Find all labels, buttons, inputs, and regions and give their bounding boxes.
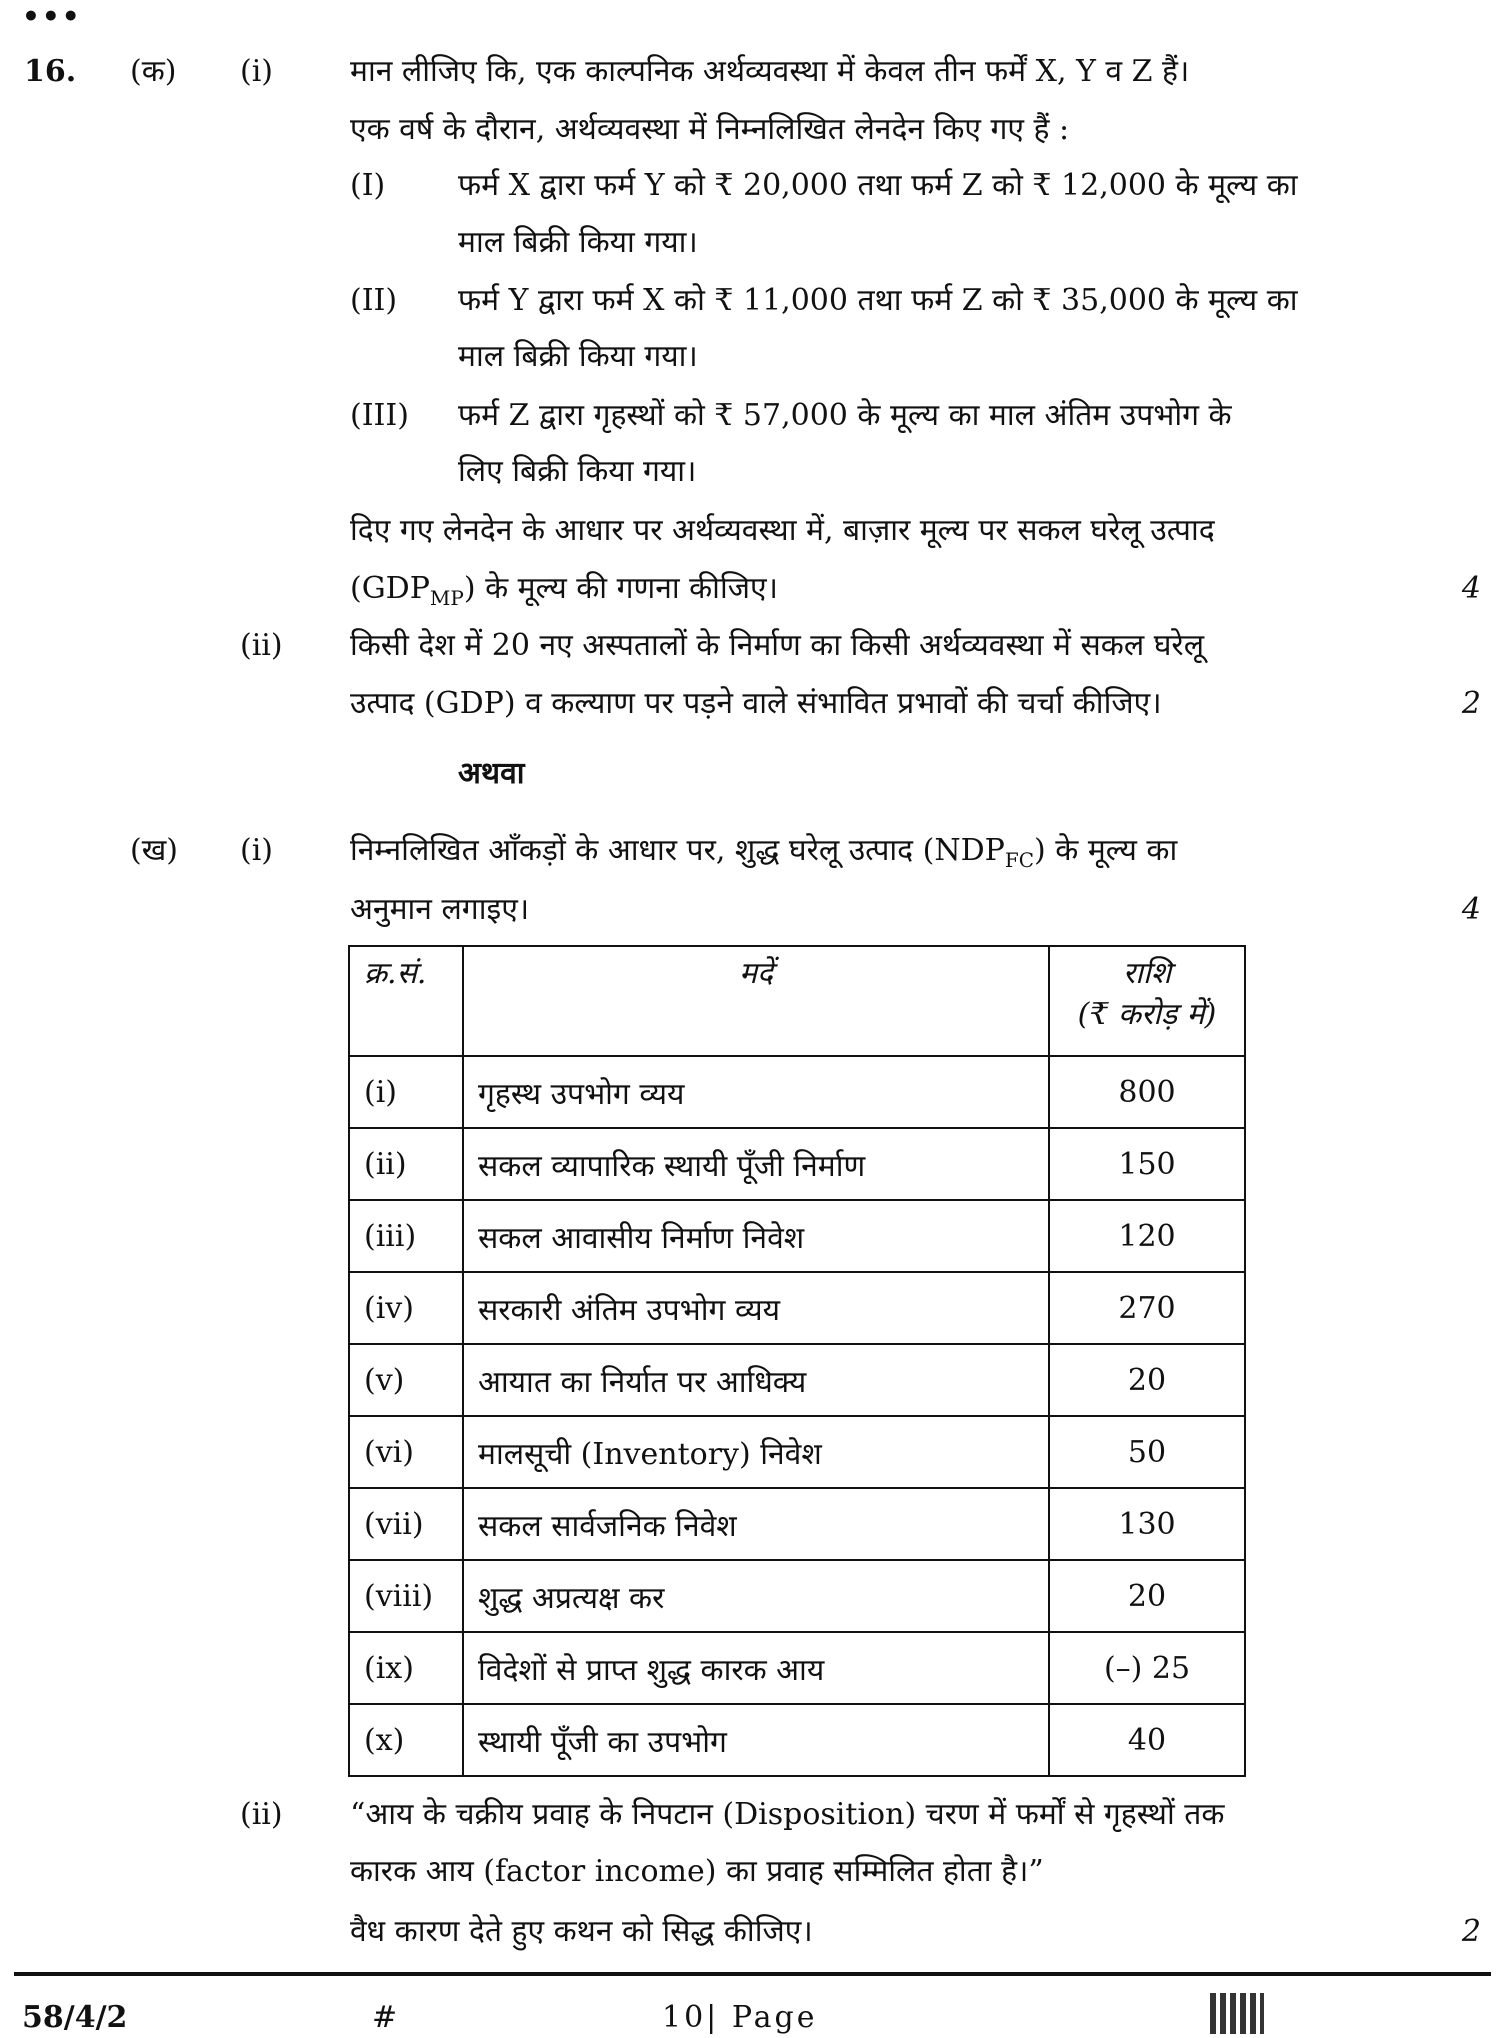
row-item: मालसूची (Inventory) निवेश (463, 1416, 1049, 1488)
row-serial: (ix) (349, 1632, 463, 1704)
part-a-i-line1: मान लीजिए कि, एक काल्पनिक अर्थव्यवस्था में केवल तीन फर्में X, Y व Z हैं। (350, 54, 1190, 89)
line-sub: FC (1004, 848, 1035, 872)
row-serial: (v) (349, 1344, 463, 1416)
line-post: ) के मूल्य का (1034, 833, 1178, 868)
row-item: सरकारी अंतिम उपभोग व्यय (463, 1272, 1049, 1344)
row-amount: 150 (1049, 1128, 1245, 1200)
table-row (349, 1272, 1245, 1344)
item-text: माल बिक्री किया गया। (458, 339, 698, 374)
row-item: स्थायी पूँजी का उपभोग (463, 1704, 1049, 1776)
closing-sub: MP (429, 586, 464, 610)
or-heading: अथवा (458, 756, 525, 791)
item-text: माल बिक्री किया गया। (458, 225, 698, 260)
row-serial: (ii) (349, 1128, 463, 1200)
part-b-ii-label: (ii) (240, 1797, 283, 1832)
row-item: आयात का निर्यात पर आधिक्य (463, 1344, 1049, 1416)
page-number: 10| Page (662, 2000, 818, 2035)
row-item: सकल सार्वजनिक निवेश (463, 1488, 1049, 1560)
item-text: फर्म X द्वारा फर्म Y को ₹ 20,000 तथा फर्म Z को ₹ 12,000 के मूल्य का (458, 168, 1298, 203)
row-serial: (viii) (349, 1560, 463, 1632)
part-b-i-label: (i) (240, 833, 274, 868)
table-row (349, 1704, 1245, 1776)
item-text: फर्म Y द्वारा फर्म X को ₹ 11,000 तथा फर्म Z को ₹ 35,000 के मूल्य का (458, 283, 1298, 318)
row-serial: (x) (349, 1704, 463, 1776)
part-a-i-closing2 (350, 569, 778, 618)
row-item: विदेशों से प्राप्त शुद्ध कारक आय (463, 1632, 1049, 1704)
line-pre: निम्नलिखित आँकड़ों के आधार पर, शुद्ध घरेलू उत्पाद (NDP (350, 833, 1005, 868)
question-number: 16. (24, 54, 77, 89)
table-row (349, 1128, 1245, 1200)
item-text: लिए बिक्री किया गया। (458, 454, 697, 489)
paper-code: 58/4/2 (22, 2000, 128, 2035)
marks: 2 (1461, 1914, 1481, 1949)
part-b-ii-line1: “आय के चक्रीय प्रवाह के निपटान (Disposition) चरण में फर्मों से गृहस्थों तक (350, 1797, 1225, 1832)
row-item: सकल व्यापारिक स्थायी पूँजी निर्माण (463, 1128, 1049, 1200)
row-amount: 800 (1049, 1056, 1245, 1128)
item-label: (III) (350, 398, 409, 433)
row-amount: 120 (1049, 1200, 1245, 1272)
table-row (349, 1560, 1245, 1632)
row-serial: (vii) (349, 1488, 463, 1560)
table-header-row (349, 946, 1245, 1056)
part-b-i-line1 (350, 831, 1177, 880)
row-amount: 270 (1049, 1272, 1245, 1344)
table-row (349, 1416, 1245, 1488)
part-a-label: (क) (130, 54, 177, 89)
header-amount (1049, 946, 1245, 1056)
row-serial: (vi) (349, 1416, 463, 1488)
hash-mark: # (372, 2000, 398, 2035)
header-serial: क्र.सं. (349, 946, 463, 1056)
marks: 4 (1461, 892, 1481, 927)
row-amount: 50 (1049, 1416, 1245, 1488)
row-item: सकल आवासीय निर्माण निवेश (463, 1200, 1049, 1272)
part-b-ii-line2: कारक आय (factor income) का प्रवाह सम्मिलित होता है।” (350, 1854, 1044, 1889)
header-amount-label: राशि (1122, 956, 1172, 991)
closing-pre: (GDP (350, 571, 430, 606)
part-a-i-line2: एक वर्ष के दौरान, अर्थव्यवस्था में निम्नलिखित लेनदेन किए गए हैं : (350, 112, 1070, 147)
table-row (349, 1488, 1245, 1560)
item-label: (II) (350, 283, 398, 318)
header-items: मदें (463, 946, 1049, 1056)
part-a-ii-label: (ii) (240, 628, 283, 663)
row-amount: 40 (1049, 1704, 1245, 1776)
row-serial: (iii) (349, 1200, 463, 1272)
header-amount-unit: (₹ करोड़ में) (1077, 997, 1217, 1032)
row-amount: 20 (1049, 1344, 1245, 1416)
table-row (349, 1344, 1245, 1416)
item-text: फर्म Z द्वारा गृहस्थों को ₹ 57,000 के मूल्य का माल अंतिम उपभोग के (458, 398, 1232, 433)
row-serial: (i) (349, 1056, 463, 1128)
table-row (349, 1056, 1245, 1128)
item-label: (I) (350, 168, 386, 203)
part-a-ii-line1: किसी देश में 20 नए अस्पतालों के निर्माण का किसी अर्थव्यवस्था में सकल घरेलू (350, 628, 1205, 663)
part-a-i-closing1: दिए गए लेनदेन के आधार पर अर्थव्यवस्था में, बाज़ार मूल्य पर सकल घरेलू उत्पाद (350, 513, 1215, 548)
closing-post: ) के मूल्य की गणना कीजिए। (463, 571, 778, 606)
row-amount: 130 (1049, 1488, 1245, 1560)
part-b-label: (ख) (130, 833, 178, 868)
part-a-ii-line2: उत्पाद (GDP) व कल्याण पर पड़ने वाले संभावित प्रभावों की चर्चा कीजिए। (350, 686, 1162, 721)
data-table (348, 945, 1246, 1777)
part-b-ii-line3: वैध कारण देते हुए कथन को सिद्ध कीजिए। (350, 1914, 813, 1949)
row-item: शुद्ध अप्रत्यक्ष कर (463, 1560, 1049, 1632)
row-serial: (iv) (349, 1272, 463, 1344)
row-item: गृहस्थ उपभोग व्यय (463, 1056, 1049, 1128)
table-row (349, 1200, 1245, 1272)
marks: 2 (1461, 686, 1481, 721)
part-b-i-line2: अनुमान लगाइए। (350, 892, 530, 927)
row-amount: (–) 25 (1049, 1632, 1245, 1704)
table-row (349, 1632, 1245, 1704)
row-amount: 20 (1049, 1560, 1245, 1632)
marks: 4 (1461, 571, 1481, 606)
footer-divider (14, 1972, 1491, 1976)
qr-code-icon (1210, 1993, 1264, 2034)
menu-dots[interactable]: ••• (22, 0, 82, 33)
part-a-i-label: (i) (240, 54, 274, 89)
